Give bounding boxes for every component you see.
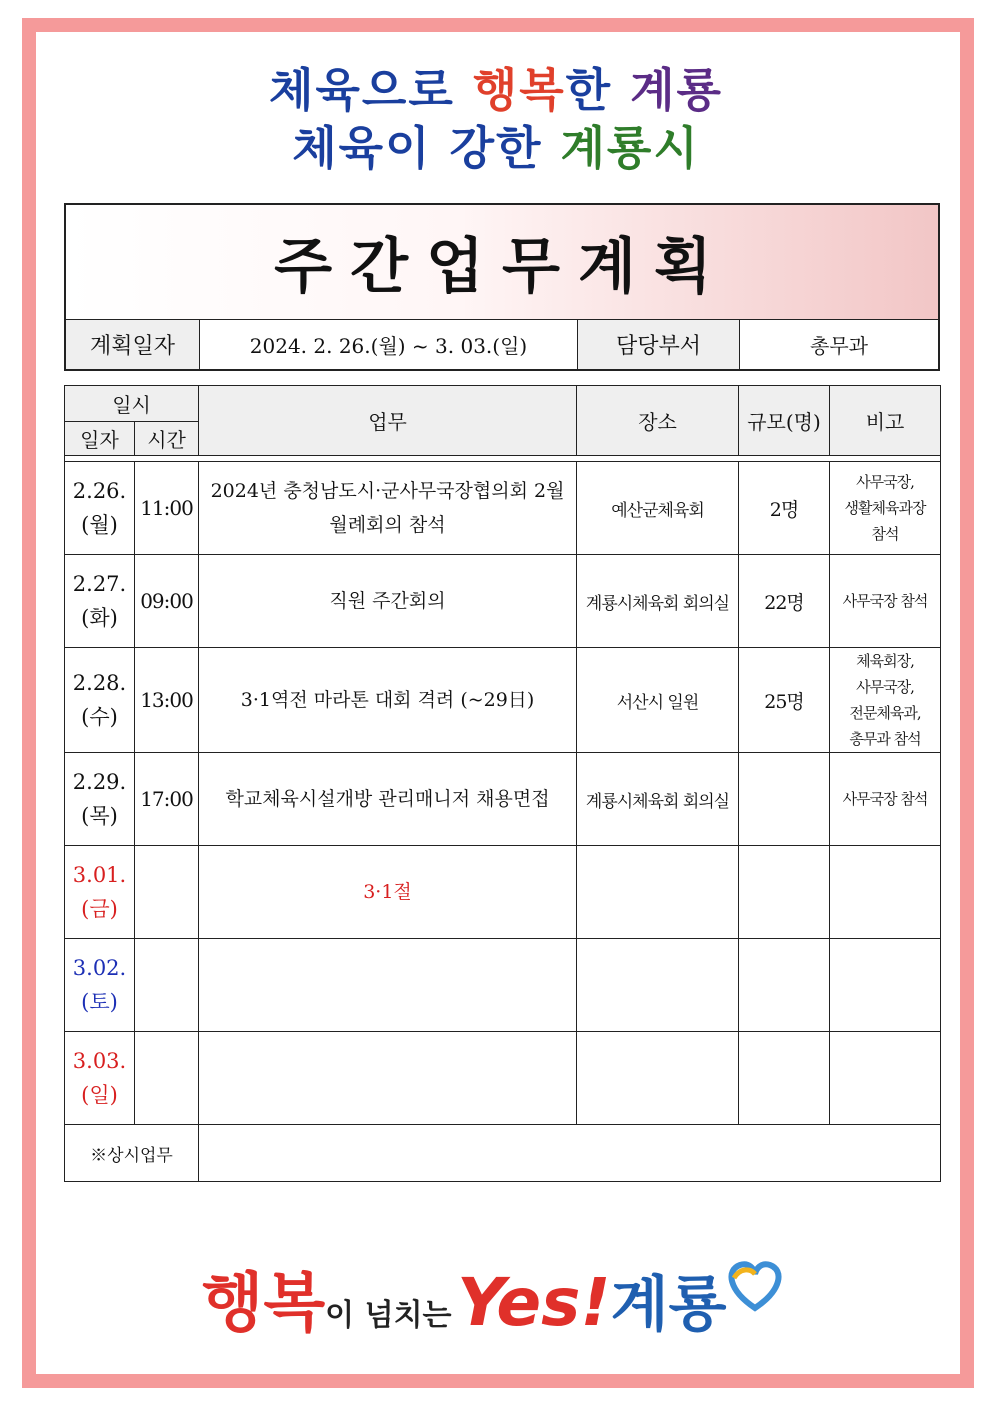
- title-box: [64, 203, 940, 371]
- regular-duty-label: ※상시업무: [65, 1125, 199, 1182]
- row-scale: [739, 846, 830, 939]
- row-date-day: 2.27.: [72, 572, 127, 596]
- row-date: [65, 939, 135, 1032]
- regular-duty-value: [199, 1125, 941, 1182]
- row-note: [830, 1032, 941, 1125]
- row-note-line: 전문체육과,: [849, 704, 921, 722]
- row-task: [199, 753, 577, 846]
- row-scale: [739, 753, 830, 846]
- row-time: [135, 939, 199, 1032]
- row-date: [65, 1032, 135, 1125]
- slogan-word: 강한: [449, 121, 561, 175]
- row-time: [135, 1032, 199, 1125]
- row-date-weekday: (금): [81, 897, 118, 921]
- row-date-day: 3.01.: [72, 863, 127, 887]
- footer-slogan: [0, 1252, 992, 1344]
- row-task-line: 3·1절: [363, 881, 412, 903]
- header-scale: 규모(명): [739, 386, 830, 456]
- info-row: [66, 320, 938, 369]
- row-scale: 22명: [739, 555, 830, 648]
- row-task-line: 학교체육시설개방 관리매니저 채용면접: [225, 788, 550, 810]
- row-scale: 25명: [739, 648, 830, 753]
- row-date-weekday: (목): [81, 804, 118, 828]
- row-date: [65, 648, 135, 753]
- row-time: 09:00: [135, 555, 199, 648]
- row-date-weekday: (월): [81, 513, 118, 537]
- row-time: 11:00: [135, 462, 199, 555]
- row-date-day: 2.26.: [72, 479, 127, 503]
- row-note-line: 총무과 참석: [849, 730, 921, 748]
- table-row: [65, 462, 941, 555]
- row-place: 서산시 일원: [577, 648, 739, 753]
- row-time: 17:00: [135, 753, 199, 846]
- row-place: [577, 846, 739, 939]
- row-task: [199, 1032, 577, 1125]
- row-place: [577, 1032, 739, 1125]
- row-scale: [739, 1032, 830, 1125]
- row-task-line: 월례회의 참석: [329, 514, 446, 536]
- row-place: [577, 939, 739, 1032]
- slogan-line-2: [0, 112, 992, 178]
- row-task-line: 3·1역전 마라톤 대회 격려 (~29日): [240, 689, 535, 711]
- slogan-word: 계룡: [630, 63, 723, 117]
- row-scale: [739, 939, 830, 1032]
- row-note: [830, 753, 941, 846]
- row-time: [135, 846, 199, 939]
- plan-date-value: 2024. 2. 26.(월) ~ 3. 03.(일): [200, 320, 578, 369]
- heart-icon: [720, 1256, 790, 1316]
- row-note-line: 체육회장,: [856, 652, 914, 670]
- row-note: [830, 648, 941, 753]
- row-task-line: 직원 주간회의: [329, 590, 446, 612]
- row-date-weekday: (토): [81, 990, 118, 1014]
- table-row: [65, 555, 941, 648]
- row-note: [830, 555, 941, 648]
- row-task: [199, 462, 577, 555]
- table-row: [65, 939, 941, 1032]
- header-place: 장소: [577, 386, 739, 456]
- slogan-line-1: [0, 54, 992, 120]
- row-place: 계룡시체육회 회의실: [577, 753, 739, 846]
- row-date-day: 3.02.: [72, 956, 127, 980]
- row-date: [65, 555, 135, 648]
- footer-gyeryong: 계룡: [610, 1270, 727, 1340]
- header-task: 업무: [199, 386, 577, 456]
- slogan-word: 이: [385, 121, 450, 175]
- row-task: [199, 939, 577, 1032]
- row-note: [830, 462, 941, 555]
- department-label: 담당부서: [578, 320, 740, 369]
- row-date-day: 2.29.: [72, 770, 127, 794]
- row-date: [65, 462, 135, 555]
- header-note: 비고: [830, 386, 941, 456]
- row-note-line: 생활체육과장: [844, 499, 926, 517]
- table-row: [65, 846, 941, 939]
- title-band: [66, 205, 938, 320]
- row-task: [199, 846, 577, 939]
- row-date-weekday: (화): [81, 606, 118, 630]
- row-date: [65, 753, 135, 846]
- row-scale: 2명: [739, 462, 830, 555]
- header-time: 시간: [135, 422, 199, 456]
- row-place: 예산군체육회: [577, 462, 739, 555]
- row-place: 계룡시체육회 회의실: [577, 555, 739, 648]
- slogan-word: 으로: [361, 63, 473, 117]
- row-note-line: 참석: [871, 525, 899, 543]
- slogan-word: 한: [565, 63, 631, 117]
- footer-overflowing: 이 넘치는: [325, 1298, 452, 1333]
- row-date: [65, 846, 135, 939]
- row-note: [830, 846, 941, 939]
- row-note-line: 사무국장,: [856, 473, 914, 491]
- footer-yes: Yes!: [457, 1264, 611, 1341]
- row-note-line: 사무국장,: [856, 678, 914, 696]
- row-note-line: 사무국장 참석: [842, 592, 928, 610]
- table-row: [65, 1032, 941, 1125]
- slogan-word: 체육: [292, 121, 386, 175]
- document-title: 주간업무계획: [274, 232, 730, 302]
- slogan-word: 체육: [269, 63, 362, 117]
- row-time: 13:00: [135, 648, 199, 753]
- row-date-day: 2.28.: [72, 671, 127, 695]
- plan-date-label: 계획일자: [66, 320, 200, 369]
- department-value: 총무과: [810, 334, 868, 358]
- slogan-word: 행복: [472, 63, 566, 117]
- row-task-line: 2024년 충청남도시·군사무국장협의회 2월: [210, 480, 565, 502]
- row-note-line: 사무국장 참석: [842, 790, 928, 808]
- row-task: [199, 555, 577, 648]
- regular-duty-row: [65, 1125, 941, 1182]
- row-task: [199, 648, 577, 753]
- row-date-day: 3.03.: [72, 1049, 127, 1073]
- footer-happy: 행복: [201, 1267, 326, 1341]
- weekly-plan-table: [64, 385, 941, 1182]
- row-date-weekday: (수): [81, 705, 118, 729]
- header-datetime: 일시: [65, 386, 199, 422]
- row-note: [830, 939, 941, 1032]
- table-row: [65, 753, 941, 846]
- header-date: 일자: [65, 422, 135, 456]
- row-date-weekday: (일): [81, 1083, 118, 1107]
- slogan-word: 계룡시: [560, 121, 700, 175]
- table-row: [65, 648, 941, 753]
